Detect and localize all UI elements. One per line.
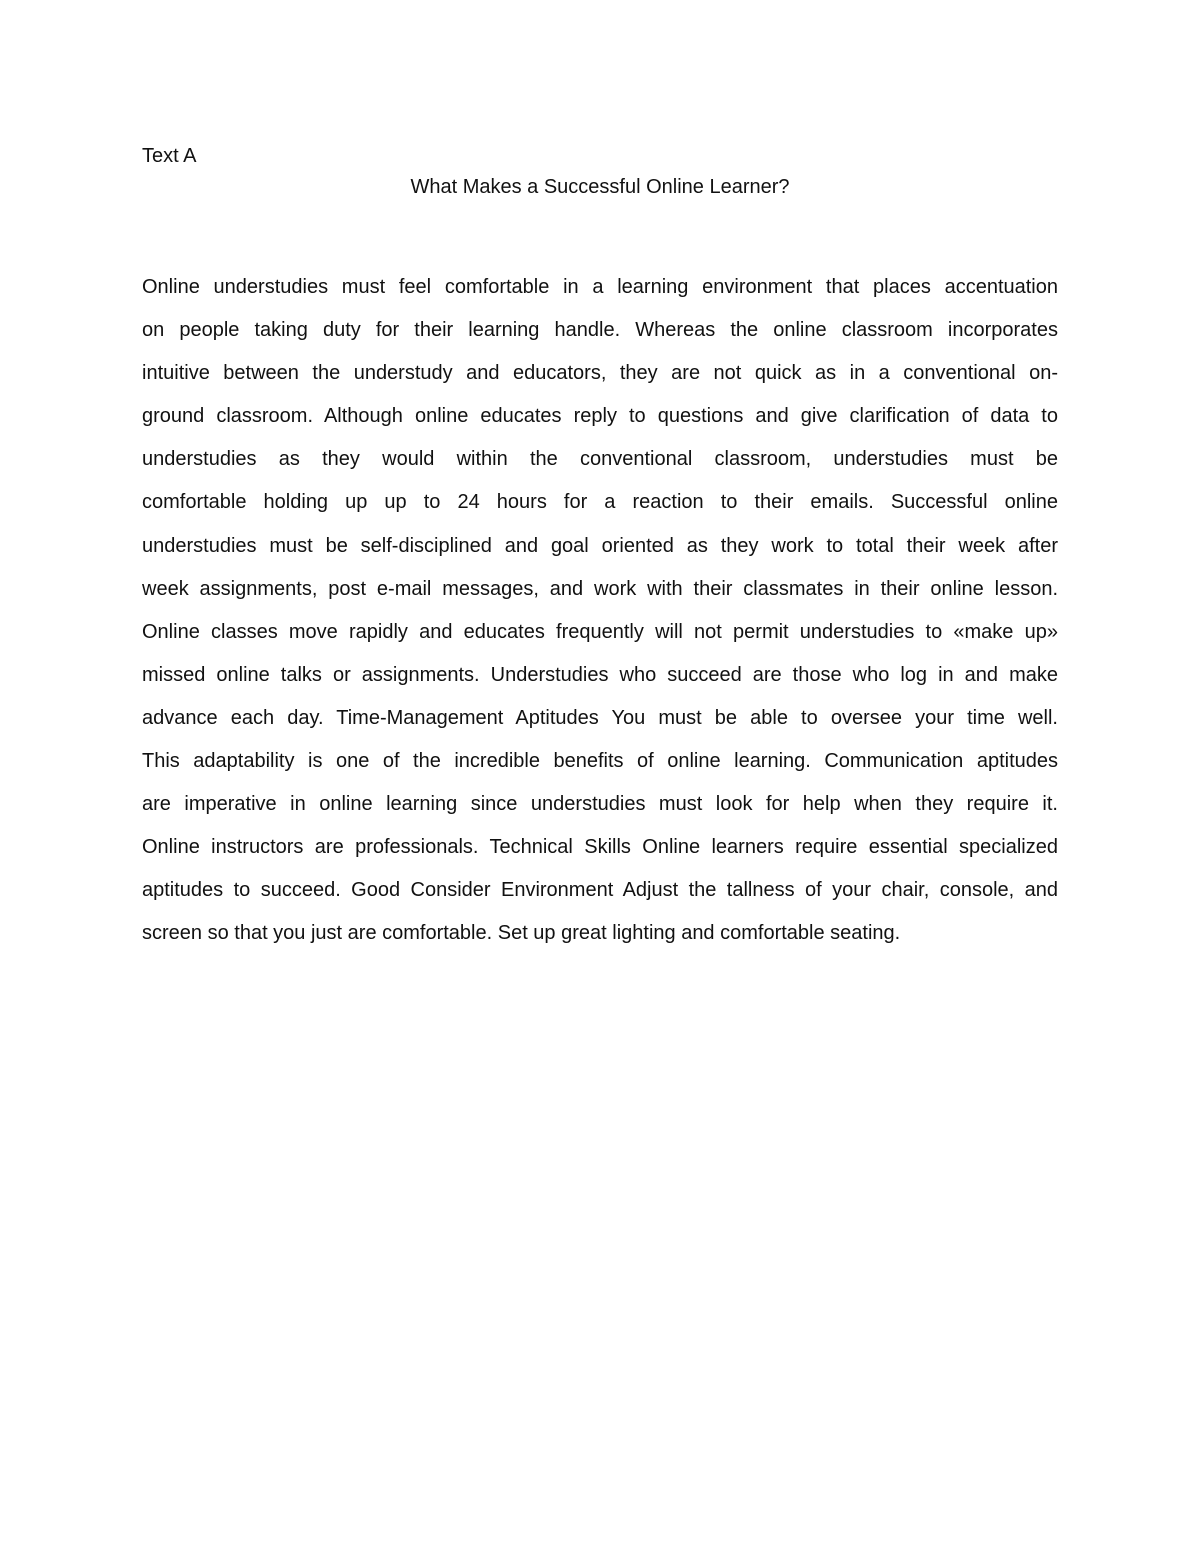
text-label: Text A: [142, 145, 197, 167]
paragraph-line: missed online talks or assignments. Understudies who succeed are those who log in and make: [142, 663, 1058, 686]
paragraph-line: comfortable holding up up to 24 hours for a reaction to their emails. Successful online: [142, 491, 1058, 514]
paragraph-line: aptitudes to succeed. Good Consider Environment Adjust the tallness of your chair, console, and: [142, 879, 1058, 902]
paragraph-line: understudies as they would within the conventional classroom, understudies must be: [142, 448, 1058, 471]
paragraph-line: understudies must be self-disciplined and goal oriented as they work to total their week after: [142, 534, 1058, 557]
paragraph-line: This adaptability is one of the incredible benefits of online learning. Communication aptitudes: [142, 750, 1058, 773]
paragraph-line: screen so that you just are comfortable. Set up great lighting and comfortable seating.: [142, 922, 901, 945]
paragraph-line: ground classroom. Although online educates reply to questions and give clarification of data to: [142, 405, 1058, 428]
paragraph-line: intuitive between the understudy and educators, they are not quick as in a conventional on-: [142, 362, 1058, 385]
paragraph-line: Online instructors are professionals. Technical Skills Online learners require essential specialized: [142, 836, 1058, 859]
paragraph-line: Online understudies must feel comfortable in a learning environment that places accentuation: [142, 276, 1058, 298]
paragraph-line: are imperative in online learning since understudies must look for help when they require it.: [142, 793, 1058, 816]
paragraph-line: week assignments, post e-mail messages, and work with their classmates in their online lesson.: [142, 577, 1058, 600]
paragraph-line: on people taking duty for their learning handle. Whereas the online classroom incorporates: [142, 319, 1058, 342]
body-paragraph: [142, 266, 1058, 956]
document-title: What Makes a Successful Online Learner?: [410, 176, 790, 198]
paragraph-line: advance each day. Time-Management Aptitudes You must be able to oversee your time well.: [142, 706, 1058, 729]
paragraph-line: Online classes move rapidly and educates frequently will not permit understudies to «make up»: [142, 620, 1058, 643]
